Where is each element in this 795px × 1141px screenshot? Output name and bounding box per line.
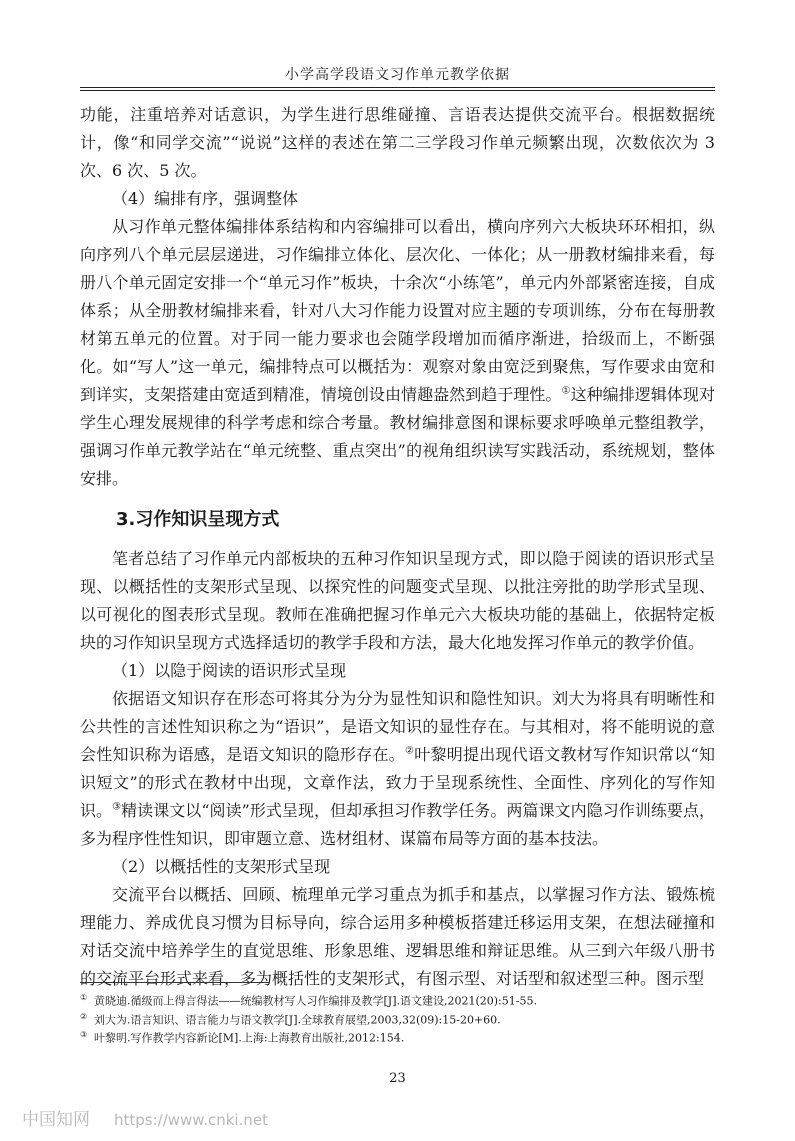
paragraph-text: 精读课文以“阅读”形式呈现，但却承担习作教学任务。两篇课文内隐习作训练要点，多为程序性性知识，即审题立意、选材组材、谋篇布局等方面的基本技法。	[80, 801, 715, 848]
cnki-watermark	[22, 1105, 268, 1130]
footnote-text: 刘大为.语言知识、语言能力与语文教学[J].全球教育展望,2003,32(09):15-20+60.	[94, 1013, 501, 1027]
header-rule-double	[80, 90, 715, 91]
paragraph-overview: 笔者总结了习作单元内部板块的五种习作知识呈现方式，即以隐于阅读的语识形式呈现、以概括性的支架形式呈现、以探究性的问题变式呈现、以批注旁批的助学形式呈现、以可视化的图表形式呈现。教师在准确把握习作单元六大板块功能的基础上，依据特定板块的习作知识呈现方式选择适切的教学手段和方法，最大化地发挥习作单元的教学价值。	[80, 549, 715, 652]
paragraph-text: 依据语文知识存在形态可将其分为分为显性知识和隐性知识。刘大为将具有明晰性和公共性的言述性知识称之为“语识”，是语文知识的显性存在。与其相对，将不能明说的意会性知识称为语感，是语文知识的隐形存在。	[80, 689, 715, 764]
paragraph-text: 这种编排逻辑体现对学生心理发展规律的科学考虑和综合考量。教材编排意图和课标要求呼唤单元整组教学，强调习作单元教学站在“单元统整、重点突出”的视角组织读写实践活动，系统规划，整体安排。	[80, 385, 715, 488]
footnote	[80, 1027, 715, 1046]
header-rule	[80, 87, 715, 88]
running-header: 小学高学段语文习作单元教学依据	[285, 67, 510, 83]
paragraph-text: 叶黎明提出现代语文教材写作知识常以“知识短文”的形式在教材中出现，文章作法，致力于呈现系统性、全面性、序列化的写作知识。	[80, 745, 715, 820]
footnote	[80, 990, 715, 1009]
footnotes	[80, 990, 715, 1046]
paragraph-text: 从习作单元整体编排体系结构和内容编排可以看出，横向序列六大板块环环相扣，纵向序列八个单元层层递进，习作编排立体化、层次化、一体化；从一册教材编排来看，每册八个单元固定安排一个“单元习作”板块，十余次“小练笔”，单元内外部紧密连接，自成体系；从全册教材编排来看，针对八大习作能力设置对应主题的专项训练，分布在每册教材第五单元的位置。对于同一能力要求也会随学段增加而循序渐进，拾级而上，不断强化。如“写人”这一单元，编排特点可以概括为：观察对象由宽泛到聚焦，写作要求由宽和到详实，支架搭建由宽适到精准，情境创设由情趣盎然到趋于理性。	[80, 217, 715, 404]
paragraph-arrangement	[80, 213, 715, 493]
watermark-url: https://www.cnki.net	[114, 1111, 268, 1129]
section-heading: 3.习作知识呈现方式	[116, 509, 280, 530]
footnote-text: 黄晓迪.循级而上得言得法——统编教材写人习作编排及教学[J].语文建设,2021(20):51-55.	[94, 994, 537, 1008]
footnote-mark: ①	[80, 993, 88, 1002]
subheading-2: （2）以概括性的支架形式呈现	[112, 857, 331, 876]
body-text	[80, 101, 715, 993]
footnote	[80, 1009, 715, 1028]
footnote-ref-3[interactable]: ③	[112, 801, 122, 813]
footnote-ref-2[interactable]: ②	[405, 745, 415, 757]
page-number: 23	[389, 1071, 406, 1086]
footnote-mark: ③	[80, 1030, 88, 1040]
subheading-1: （1）以隐于阅读的语识形式呈现	[112, 661, 347, 680]
footnote-rule	[80, 982, 270, 983]
paragraph-continuation: 功能，注重培养对话意识，为学生进行思维碰撞、言语表达提供交流平台。根据数据统计，像“和同学交流”“说说”这样的表述在第二三学段习作单元频繁出现，次数依次为 3 次、6 次、5 次。	[80, 105, 715, 180]
footnote-ref-1[interactable]: ①	[561, 385, 571, 397]
paragraph-knowledge	[80, 685, 715, 853]
watermark-brand: 中国知网	[22, 1110, 90, 1130]
subheading-4: （4）编排有序，强调整体	[112, 189, 299, 208]
paragraph-scaffold: 交流平台以概括、回顾、梳理单元学习重点为抓手和基点，以掌握习作方法、锻炼梳理能力、养成优良习惯为目标导向，综合运用多种模板搭建迁移运用支架，在想法碰撞和对话交流中培养学生的直觉思维、形象思维、逻辑思维和辩证思维。从三到六年级八册书的交流平台形式来看，多为概括性的支架形式，有图示型、对话型和叙述型三种。图示型	[80, 885, 715, 988]
footnote-text: 叶黎明.写作教学内容新论[M].上海:上海教育出版社,2012:154.	[94, 1031, 405, 1045]
footnote-mark: ②	[80, 1011, 88, 1021]
